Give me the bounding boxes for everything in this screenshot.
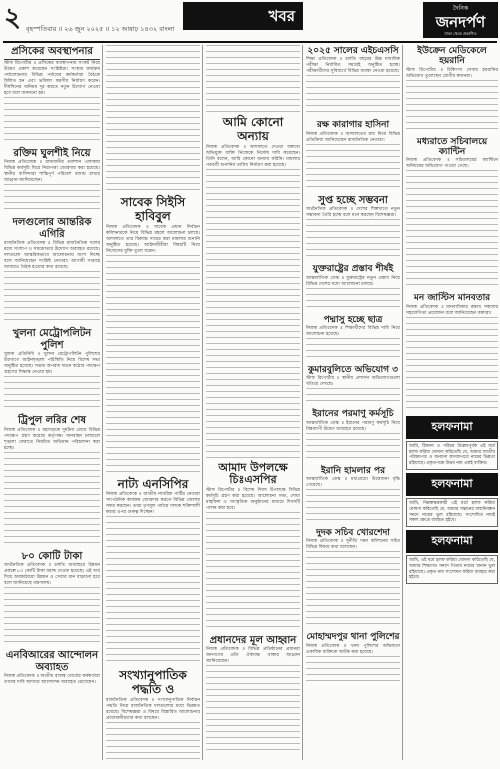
story: [106, 669, 200, 763]
masthead: [0, 0, 500, 42]
story-body: অর্থনৈতিক প্রতিবেদক ॥ চলতি অর্থবছরে উন্নয়ন প্রকল্পে ৮০ কোটি টাকা বরাদ্দ দেওয়া হয়েছে। এই অর্থ দিয়ে অবকাঠামো উন্নয়ন ও সেবার মান বাড়ানো হবে বলে জানিয়েছে মন্ত্রণালয়।: [4, 563, 100, 586]
logo-name: জনদর্পণ: [435, 13, 486, 31]
story-headline[interactable]: কুমারবুলিতে অভিযোগ ৩: [307, 364, 399, 375]
story-body-continued: [406, 80, 498, 134]
story-headline[interactable]: মন জাস্টিস মানবতার: [413, 293, 491, 304]
newspaper-logo: [423, 2, 498, 38]
story-body: অর্থনৈতিক প্রতিবেদক ॥ দেশের শিল্পখাতে নতুন সম্ভাবনা তৈরি হচ্ছে বলে মনে করছেন বিশেষজ্ঞরা।: [306, 207, 400, 219]
story: [106, 196, 200, 475]
story-body-continued: [406, 170, 498, 290]
story-headline[interactable]: সংখ্যানুপাতিক পদ্ধতি ও: [119, 668, 187, 697]
story: [4, 148, 100, 215]
story-body: স্টাফ রিপোর্টার ॥ প্রসিকের ব্যবস্থাপনায় সংকট নিয়ে উদ্বেগ প্রকাশ করেছেন সংশ্লিষ্টরা। সংস্থার কার্যক্রম পর্যালোচনায় বিভিন্ন পর্যায়ের কর্মকর্তারা বৈঠকে মিলিত হন এবং ভবিষ্যৎ করণীয় নির্ধারণ করেন। দীর্ঘদিনের অনিয়ম দূর করতে নতুন উদ্যোগ নেওয়া হবে বলে জানানো হয়।: [4, 60, 100, 96]
story-body-continued: [206, 512, 300, 632]
column-2: [106, 45, 200, 763]
story: [306, 632, 400, 685]
column-3: [206, 45, 300, 763]
story-headline[interactable]: ৮০ কোটি টাকা: [21, 550, 83, 562]
story: [4, 551, 100, 648]
story-headline[interactable]: ইরানি হামলার পর: [320, 465, 386, 476]
story-body-continued: [406, 317, 498, 413]
story-headline[interactable]: ইউক্রেন মেডিকেলে হয়রানি: [417, 46, 487, 67]
notice-body: আমি, নিম্নস্বাক্ষরকারী এই মর্মে হলফ করিয়া ঘোষণা করিতেছি যে, আমার সন্তানের জন্মনিবন্ধন সনদে নামের ভুল রহিয়াছে। সংশোধিত নামই সকল ক্ষেত্রে ব্যবহৃত হইবে।: [406, 498, 498, 527]
column-1: [4, 45, 100, 763]
story-body: নিজস্ব প্রতিবেদক ॥ থানা পুলিশের অভিযানে একাধিক ব্যক্তিকে আটক করা হয়েছে।: [306, 643, 400, 655]
story: [306, 528, 400, 629]
story-body: আন্তর্জাতিক ডেস্ক ॥ যুক্তরাষ্ট্রের নতুন প্রস্তাব নিয়ে বিভিন্ন দেশের মধ্যে আলোচনা চলছে।: [306, 275, 400, 287]
story-body-continued: [106, 722, 200, 763]
notice-body: আমি, ঠিকানা ও পরিচয় উল্লেখপূর্বক এই মর্মে হলফ করিয়া ঘোষণা করিতেছি যে, আমার জাতীয় পরিচয়পত্র ও অন্যান্য কাগজপত্রে নামের ভিন্নতা রহিয়াছে। প্রকৃতপক্ষে উভয় নাম একই ব্যক্তির।: [406, 441, 498, 470]
story-body-continued: [4, 452, 100, 548]
story-headline[interactable]: আমি কোনো অন্যায়: [222, 115, 284, 143]
story-body: নিজস্ব প্রতিবেদক ॥ আদালতে দেওয়া বক্তব্যে অভিযুক্ত ব্যক্তি নিজেকে নির্দোষ দাবি করেছেন। তিনি বলেন, আমি কোনো অন্যায় করিনি। মামলার পরবর্তী শুনানির তারিখ নির্ধারণ করা হয়েছে।: [206, 144, 300, 168]
story: [206, 635, 300, 756]
story-body-continued: [306, 489, 400, 525]
story-body: রাজনৈতিক প্রতিবেদক ॥ সংখ্যানুপাতিক নির্বাচন পদ্ধতি নিয়ে রাজনৈতিক দলগুলোর মধ্যে ভিন্নমত রয়েছে। বিশেষজ্ঞরা এ বিষয়ে বিস্তারিত আলোচনার প্রয়োজনীয়তার কথা বলছেন।: [106, 697, 200, 721]
story: [406, 293, 498, 412]
story-body: নিজস্ব প্রতিবেদক ॥ মানবাধিকার রক্ষায় সকলের সহযোগিতা প্রয়োজন বলে জানিয়েছেন বক্তারা।: [406, 304, 498, 316]
story-body-continued: [206, 45, 300, 115]
notice-title[interactable]: হলফনামা: [406, 473, 498, 496]
story-headline[interactable]: সুপ্ত হচ্ছে সম্ভবনা: [318, 194, 388, 206]
story-body: রাজনৈতিক প্রতিবেদক ॥ বিভিন্ন রাজনৈতিক দলের মধ্যে সংলাপ ও সমঝোতার উদ্যোগ অব্যাহত রয়েছে। দলগুলো আন্তরিকভাবে আলোচনায় অংশ নিচ্ছে বলে জানিয়েছেন সংশ্লিষ্ট নেতারা। আগামী সপ্তাহে আবারও বৈঠক হওয়ার কথা রয়েছে।: [4, 241, 100, 270]
story-headline[interactable]: খুলনা মেট্রোপলিটন পুলিশ: [12, 328, 92, 351]
story: [4, 328, 100, 412]
story-body-continued: [306, 144, 400, 192]
story-headline[interactable]: ইরানের পরমাণু কর্মসূচি: [312, 409, 394, 420]
story: [4, 650, 100, 686]
story-body: স্টাফ রিপোর্টার ॥ চিকিৎসা সেবায় হয়রানির অভিযোগ তুলেছেন রোগীর স্বজনরা।: [406, 67, 498, 79]
story: [4, 46, 100, 145]
story-headline[interactable]: ট্রিপুল লরির শেষ: [18, 415, 86, 426]
story-headline[interactable]: যুক্তরাষ্ট্রের প্রস্তাব শীর্ষই: [312, 264, 394, 275]
story-body: স্টাফ রিপোর্টার ॥ স্থানীয় প্রশাসন অভিযোগগুলো খতিয়ে দেখছে।: [306, 376, 400, 388]
story: [4, 415, 100, 548]
page-number: ২: [4, 3, 21, 33]
story-body: আন্তর্জাতিক ডেস্ক ॥ ইরানের পরমাণু কর্মসূচি নিয়ে বিশ্বব্যাপী উদ্বেগ অব্যাহত রয়েছে।: [306, 420, 400, 432]
story: [306, 264, 400, 311]
story-headline[interactable]: দলগুলোর আন্তরিক এগিরি: [12, 217, 92, 240]
story-body-continued: [306, 388, 400, 406]
section-title: খবর: [183, 2, 303, 30]
story: [306, 195, 400, 262]
logo-prefix: দৈনিক: [452, 5, 469, 12]
story-body: নিজস্ব প্রতিবেদক ॥ রাজধানীর গুলশান এলাকায় বিভিন্ন কর্মসূচি ঘিরে নিরাপত্তা জোরদার করা হয়েছে। স্থানীয় বাসিন্দারা শান্তিপূর্ণ পরিবেশ বজায় রাখার আহ্বান জানিয়েছেন।: [4, 160, 100, 183]
masthead-rule: [3, 41, 497, 43]
story-headline[interactable]: রক্তিম ঘুলশীই নিয়ে: [13, 147, 91, 159]
story-body: স্টাফ রিপোর্টার ॥ বিশেষ দিবস উপলক্ষে বিভিন্ন কর্মসূচি গ্রহণ করা হয়েছে। আলোচনা সভা, দোয়া মাহফিল ও সাংস্কৃতিক অনুষ্ঠানের মাধ্যমে দিবসটি পালন করা হবে।: [206, 487, 300, 511]
story: [306, 365, 400, 406]
story-body: নিজস্ব প্রতিবেদক ॥ সচিবালয়ের ক্যান্টিনে অনিয়মের অভিযোগ পাওয়া গেছে।: [406, 158, 498, 170]
story-body-continued: [106, 45, 200, 195]
column-4: [306, 45, 400, 763]
story-body-continued: [106, 255, 200, 475]
column-divider: [202, 45, 203, 760]
story-body-continued: [306, 338, 400, 362]
story-body-continued: [206, 169, 300, 459]
story-body: নিজস্ব প্রতিবেদক ॥ আদালতের রায় নিয়ে বিভিন্ন প্রতিক্রিয়া জানিয়েছেন রাজনৈতিক নেতারা।: [306, 131, 400, 143]
story-headline[interactable]: দুদক সচিব খোরশেদা: [316, 527, 390, 538]
story-body: শিক্ষা প্রতিবেদক ॥ চলতি বছরের উচ্চ মাধ্যমিক পরীক্ষা নির্ধারিত সময়েই অনুষ্ঠিত হচ্ছে। পরীক্ষার্থীদের সুবিধার্থে বিভিন্ন ব্যবস্থা নেওয়া হয়েছে।: [306, 57, 400, 75]
notice-title[interactable]: হলফনামা: [406, 530, 498, 553]
story-headline[interactable]: এনবিআরের আন্দোলন অব্যাহত: [5, 650, 99, 673]
story-headline[interactable]: মোহাম্মদপুর থানা পুলিশের: [306, 632, 400, 643]
story-headline[interactable]: প্রসিকের অবস্থাপনার: [4, 46, 100, 60]
story: [4, 217, 100, 325]
story-body: নিজস্ব প্রতিবেদক ॥ বিভিন্ন প্রতিষ্ঠানের প্রধানরা জনগণের প্রতি ঐক্যবদ্ধ থাকার আহ্বান জানিয়েছেন।: [206, 647, 300, 665]
story-body-continued: [306, 551, 400, 629]
story-body-continued: [306, 219, 400, 261]
story-body-continued: [4, 376, 100, 412]
story-body: নিজস্ব প্রতিবেদক ॥ মহাসড়কে দুর্ঘটনা রোধে বিভিন্ন পদক্ষেপ গ্রহণ করেছে কর্তৃপক্ষ। যানবাহন চলাচলে শৃঙ্খলা ফেরাতে নিয়মিত অভিযান পরিচালনা করা হচ্ছে।: [4, 427, 100, 451]
notice-title[interactable]: হলফনামা: [406, 416, 498, 439]
story-headline[interactable]: ২০২৫ সালের এইচএসসি: [307, 46, 399, 56]
story-body-continued: [106, 516, 200, 666]
story-headline[interactable]: নাট্য এনসিপির: [117, 476, 189, 491]
story-body: নিজস্ব প্রতিবেদক ॥ শিক্ষার্থীদের বিভিন্ন দাবি নিয়ে আলোচনা হয়েছে।: [306, 325, 400, 337]
story-headline[interactable]: পদ্মাসু হচ্ছে ছাত্র: [323, 314, 383, 325]
story-body-continued: [206, 665, 300, 755]
story-headline[interactable]: প্রধানদের মূল আহ্বান: [209, 634, 297, 646]
story-body: নিজস্ব প্রতিবেদক ॥ জাতীয় নাগরিক পার্টির নেতারা সাংগঠনিক কার্যক্রম জোরদার করতে বিভিন্ন জেলায় সফর করছেন। তারা তৃণমূল পর্যায়ে দলকে শক্তিশালী করার ওপর গুরুত্ব দিচ্ছেন।: [106, 492, 200, 516]
column-divider: [402, 45, 403, 760]
story-headline[interactable]: রক্ষ কারাগার হাসিনা: [316, 120, 390, 131]
story-headline[interactable]: সাবেক সিইসি হাবিবুল: [120, 195, 186, 223]
story-body-continued: [4, 587, 100, 647]
story-body: খুলনা প্রতিনিধি ॥ খুলনা মেট্রোপলিটন পুলিশের উদ্যোগে আইনশৃঙ্খলা পরিস্থিতি নিয়ে বিশেষ সভা অনুষ্ঠিত হয়েছে। সভায় অপরাধ দমনে কঠোর পদক্ষেপ গ্রহণের সিদ্ধান্ত নেওয়া হয়।: [4, 352, 100, 375]
dateline: বৃহস্পতিবার ॥ ২৬ জুন ২০২৫ ॥ ১২ আষাঢ় ১৪৩২ বাংলা: [26, 25, 175, 33]
story-body-continued: [4, 97, 100, 145]
story: [306, 120, 400, 191]
story-body-continued: [4, 184, 100, 214]
story-body-continued: [306, 288, 400, 312]
story-body: নিজস্ব প্রতিবেদক ॥ সাবেক প্রধান নির্বাচন কমিশনারকে নিয়ে বিভিন্ন মহলে আলোচনা চলছে। আদালতে তার বিরুদ্ধে দায়ের করা মামলার শুনানি অনুষ্ঠিত হয়েছে। আইনজীবীরা বিষয়টি নিয়ে নিজেদের যুক্তি তুলে ধরেন।: [106, 224, 200, 254]
story-body: নিজস্ব প্রতিবেদক ॥ দুর্নীতি দমন কমিশনের সচিব বিভিন্ন বিষয়ে কথা বলেছেন।: [306, 539, 400, 551]
story: [206, 116, 300, 459]
logo-sub: ঢাকা থেকে প্রকাশিত: [444, 31, 477, 36]
notice-body: আমি, এই মর্মে হলফ করিয়া ঘোষণা করিতেছি যে, আমার শিক্ষাগত সনদে পিতার নামের বানান ভুল রহিয়াছে। প্রকৃত নাম সংশোধন করিয়া ব্যবহার করা হইবে।: [406, 555, 498, 584]
story-body-continued: [306, 433, 400, 463]
story-body-continued: [4, 271, 100, 325]
story: [406, 46, 498, 134]
story: [206, 462, 300, 632]
story: [306, 409, 400, 462]
story-body-continued: [306, 656, 400, 686]
column-5: [406, 45, 498, 763]
story: [306, 46, 400, 117]
story: [406, 137, 498, 291]
column-divider: [102, 45, 103, 760]
story-body: আন্তর্জাতিক ডেস্ক ॥ মধ্যপ্রাচ্যে উত্তেজনা বৃদ্ধি পেয়েছে।: [306, 476, 400, 488]
story: [306, 466, 400, 525]
story-headline[interactable]: আমাদ উপলক্ষে চিঃএসপির: [218, 460, 288, 487]
story: [306, 315, 400, 362]
story-body-continued: [306, 75, 400, 117]
story-body: নিজস্ব প্রতিবেদক ॥ জাতীয় রাজস্ব বোর্ডের কর্মকর্তারা তাদের দাবি আদায়ে আন্দোলন অব্যাহত রেখেছেন।: [4, 674, 100, 685]
story-headline[interactable]: মধ্যরাতে সচিবালয়ে ক্যান্টিন: [416, 136, 488, 158]
story: [106, 478, 200, 667]
column-divider: [302, 45, 303, 760]
